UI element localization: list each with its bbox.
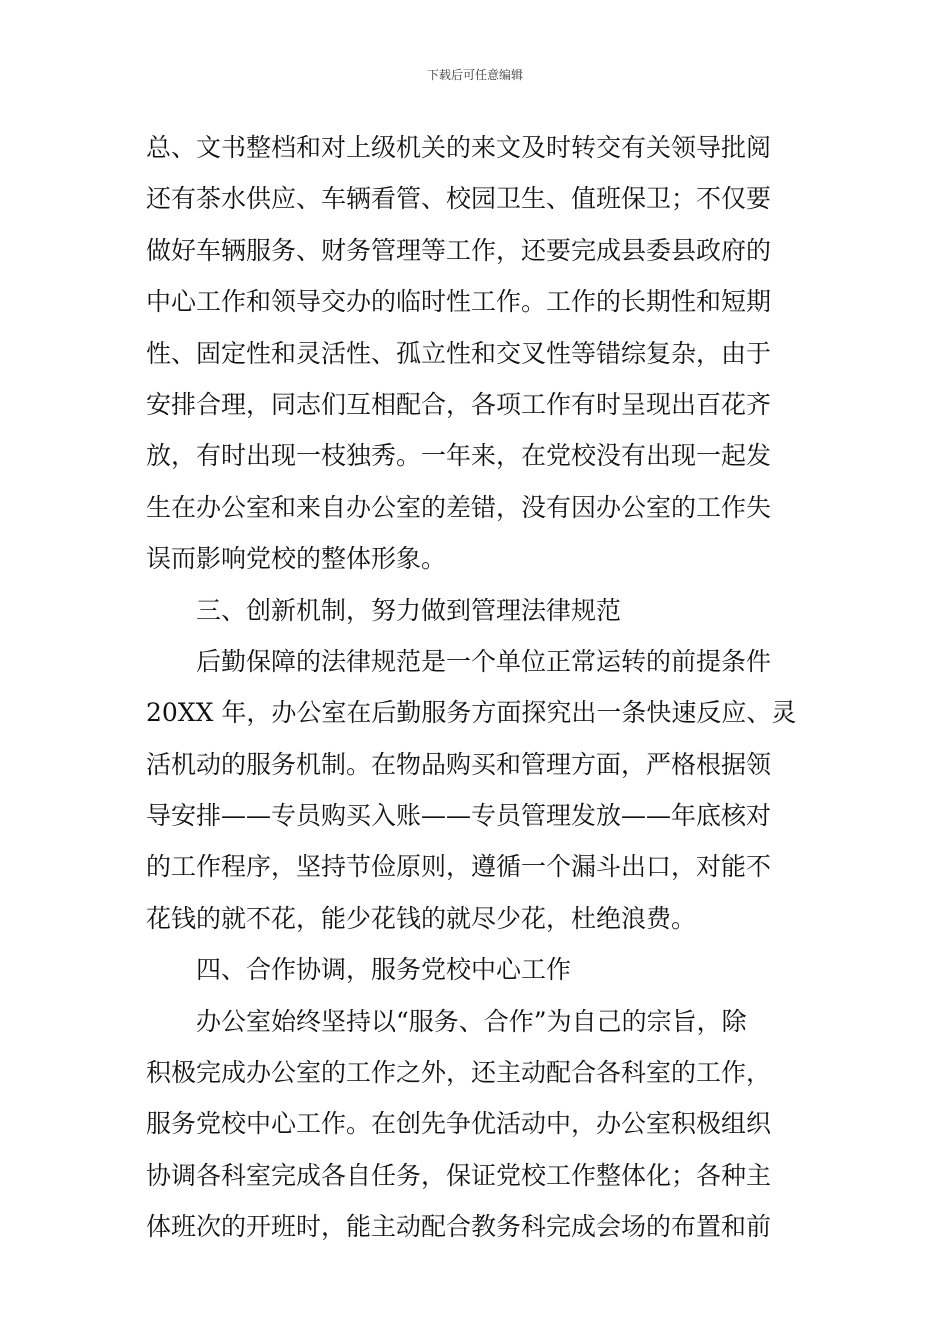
header-note: 下载后可任意编辑 <box>426 68 523 82</box>
text-line: 花钱的就不花，能少花钱的就尽少花，杜绝浪费。 <box>146 903 697 933</box>
text-line: 中心工作和领导交办的临时性工作。工作的长期性和短期 <box>146 287 772 317</box>
text-line: 做好车辆服务、财务管理等工作，还要完成县委县政府的 <box>146 235 772 265</box>
text-line: 误而影响党校的整体形象。 <box>146 544 447 574</box>
text-line: 放，有时出现一枝独秀。一年来，在党校没有出现一起发 <box>146 441 772 471</box>
text-line: 导安排——专员购买入账——专员管理发放——年底核对 <box>146 801 772 831</box>
text-line: 还有茶水供应、车辆看管、校园卫生、值班保卫；不仅要 <box>146 184 772 214</box>
text-line: 活机动的服务机制。在物品购买和管理方面，严格根据领 <box>146 749 772 779</box>
text-line: 性、固定性和灵活性、孤立性和交叉性等错综复杂，由于 <box>146 338 772 368</box>
section-heading: 四、合作协调，服务党校中心工作 <box>196 955 572 985</box>
section-heading: 三、创新机制，努力做到管理法律规范 <box>196 595 622 625</box>
text-line: 体班次的开班时，能主动配合教务科完成会场的布置和前 <box>146 1212 772 1242</box>
text-line: 20XX 年，办公室在后勤服务方面探究出一条快速反应、灵 <box>146 698 797 728</box>
paragraph-start-line: 后勤保障的法律规范是一个单位正常运转的前提条件 <box>196 646 772 676</box>
text-line: 积极完成办公室的工作之外，还主动配合各科室的工作， <box>146 1058 772 1088</box>
text-line: 生在办公室和来自办公室的差错，没有因办公室的工作失 <box>146 492 772 522</box>
document-body <box>146 122 806 1253</box>
paragraph-start-line: 办公室始终坚持以“服务、合作”为自己的宗旨，除 <box>196 1006 747 1036</box>
text-line: 的工作程序，坚持节俭原则，遵循一个漏斗出口，对能不 <box>146 852 772 882</box>
text-line: 总、文书整档和对上级机关的来文及时转交有关领导批阅 <box>146 133 772 162</box>
text-line: 协调各科室完成各自任务，保证党校工作整体化；各种主 <box>146 1160 772 1190</box>
text-line: 安排合理，同志们互相配合，各项工作有时呈现出百花齐 <box>146 389 772 419</box>
text-line: 服务党校中心工作。在创先争优活动中，办公室积极组织 <box>146 1109 772 1139</box>
